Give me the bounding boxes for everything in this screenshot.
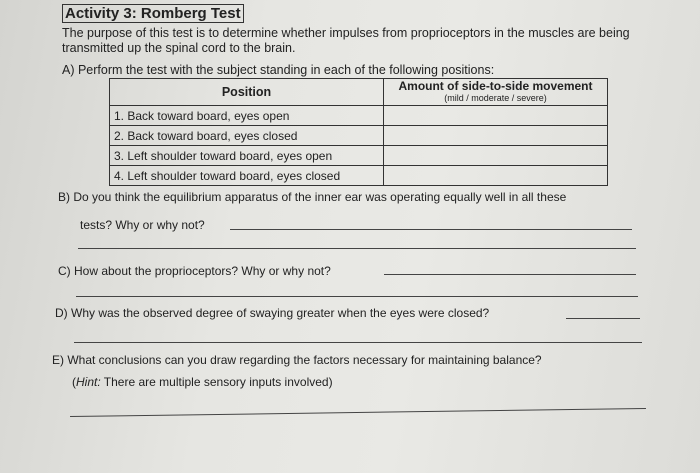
romberg-table [109,78,608,186]
answer-line-d2[interactable] [74,342,642,343]
hint-text: There are multiple sensory inputs involved) [100,375,333,389]
amount-cell[interactable] [384,166,608,186]
col-amount-header [384,79,608,106]
answer-line-c2[interactable] [76,296,638,297]
activity-title: Activity 3: Romberg Test [62,4,244,23]
part-a-instruction: A) Perform the test with the subject standing in each of the following positions: [62,63,495,77]
answer-line-b1[interactable] [230,229,632,230]
answer-line-e[interactable] [70,408,646,417]
amount-cell[interactable] [384,106,608,126]
amount-cell[interactable] [384,146,608,166]
col-amount-subtitle: (mild / moderate / severe) [444,93,547,103]
table-row [110,146,608,166]
question-e-line1: E) What conclusions can you draw regarding the factors necessary for maintaining balance? [52,353,542,367]
table-row [110,106,608,126]
position-cell: 2. Back toward board, eyes closed [110,126,384,146]
table-row [110,166,608,186]
position-cell: 1. Back toward board, eyes open [110,106,384,126]
answer-line-b2[interactable] [78,248,636,249]
col-position-header: Position [110,79,384,106]
position-cell: 4. Left shoulder toward board, eyes closed [110,166,384,186]
answer-line-d1[interactable] [566,318,640,319]
position-cell: 3. Left shoulder toward board, eyes open [110,146,384,166]
question-c: C) How about the proprioceptors? Why or why not? [58,264,331,278]
question-b-line1: B) Do you think the equilibrium apparatus of the inner ear was operating equally well in all these [58,190,567,204]
amount-cell[interactable] [384,126,608,146]
col-amount-title: Amount of side-to-side movement [398,79,593,93]
question-b-line2: tests? Why or why not? [80,218,205,232]
answer-line-c1[interactable] [384,274,636,275]
question-d: D) Why was the observed degree of swaying greater when the eyes were closed? [55,306,490,320]
question-e-hint: (Hint: There are multiple sensory inputs involved) [72,375,333,389]
table-row [110,126,608,146]
intro-paragraph: The purpose of this test is to determine whether impulses from proprioceptors in the muscles are being transmitted up the spinal cord to the brain. [62,26,630,55]
hint-label: Hint: [76,375,101,389]
